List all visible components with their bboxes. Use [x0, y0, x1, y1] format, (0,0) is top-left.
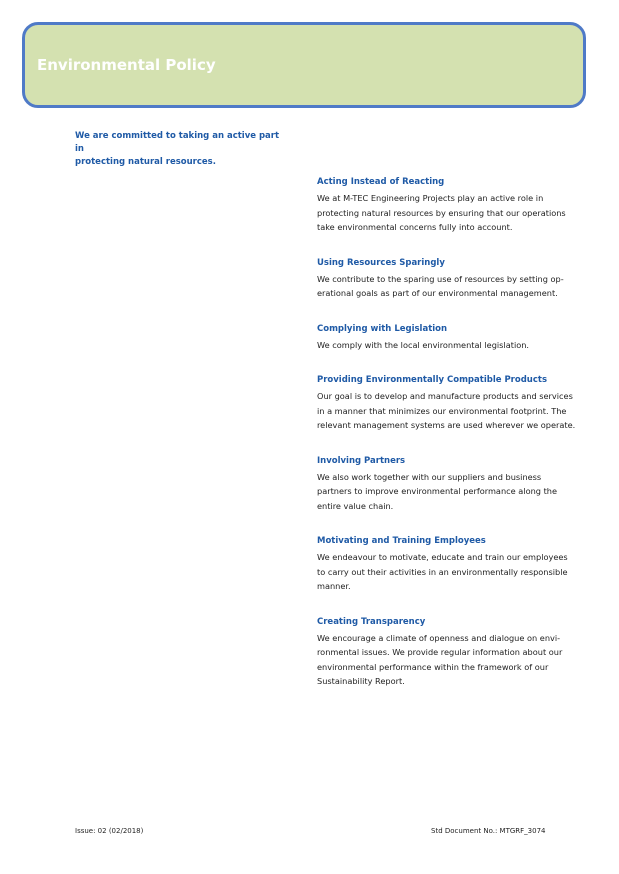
section-body — [317, 470, 592, 514]
section-line: We at M-TEC Engineering Projects play an active role in — [317, 193, 544, 203]
section-line: take environmental concerns fully into account. — [317, 222, 513, 232]
section-line: We contribute to the sparing use of resources by setting op- — [317, 273, 564, 284]
section-body — [317, 550, 592, 594]
policy-sections — [317, 176, 592, 711]
section-line: environmental performance within the framework of our — [317, 661, 549, 672]
section-body — [317, 631, 592, 689]
section-title: Complying with Legislation — [317, 323, 448, 334]
policy-section-partners — [317, 455, 592, 514]
section-title: Providing Environmentally Compatible Products — [317, 375, 548, 385]
section-line: protecting natural resources by ensuring that our operations — [317, 207, 566, 218]
page-header — [22, 22, 586, 108]
section-line: entire value chain. — [317, 500, 394, 511]
page-title: Environmental Policy — [37, 56, 216, 74]
footer-document-number: Std Document No.: MTGRF_3074 — [431, 827, 546, 835]
policy-section-products — [317, 374, 592, 433]
policy-section-resources — [317, 257, 592, 301]
policy-section-transparency — [317, 616, 592, 689]
section-line: to carry out their activities in an environmentally responsible — [317, 566, 568, 577]
section-line: We also work together with our suppliers and business — [317, 471, 542, 482]
section-line: manner. — [317, 581, 351, 591]
section-title: Involving Partners — [317, 455, 406, 466]
section-line: partners to improve environmental performance along the — [317, 486, 558, 496]
section-title: Using Resources Sparingly — [317, 257, 445, 268]
intro-statement — [75, 130, 280, 169]
section-line: relevant management systems are used wherever we operate. — [317, 420, 576, 430]
section-line: in a manner that minimizes our environmental footprint. The — [317, 405, 567, 416]
section-line: erational goals as part of our environmental management. — [317, 288, 558, 298]
section-line: Our goal is to develop and manufacture products and services — [317, 391, 573, 401]
section-title: Motivating and Training Employees — [317, 536, 486, 546]
intro-line: We are committed to taking an active part in — [75, 131, 280, 154]
section-title: Acting Instead of Reacting — [317, 177, 445, 187]
section-body — [317, 272, 592, 301]
section-line: We comply with the local environmental legislation. — [317, 339, 530, 350]
policy-section-legislation — [317, 323, 592, 353]
footer-issue: Issue: 02 (02/2018) — [75, 827, 144, 835]
section-body — [317, 389, 592, 433]
policy-section-acting — [317, 176, 592, 235]
section-body — [317, 338, 592, 353]
section-line: ronmental issues. We provide regular information about our — [317, 647, 563, 657]
section-line: We endeavour to motivate, educate and train our employees — [317, 552, 568, 562]
intro-line: protecting natural resources. — [75, 157, 216, 167]
section-body — [317, 191, 592, 235]
section-title: Creating Transparency — [317, 616, 426, 627]
policy-section-employees — [317, 535, 592, 594]
section-line: Sustainability Report. — [317, 676, 405, 686]
section-line: We encourage a climate of openness and dialogue on envi- — [317, 632, 561, 643]
